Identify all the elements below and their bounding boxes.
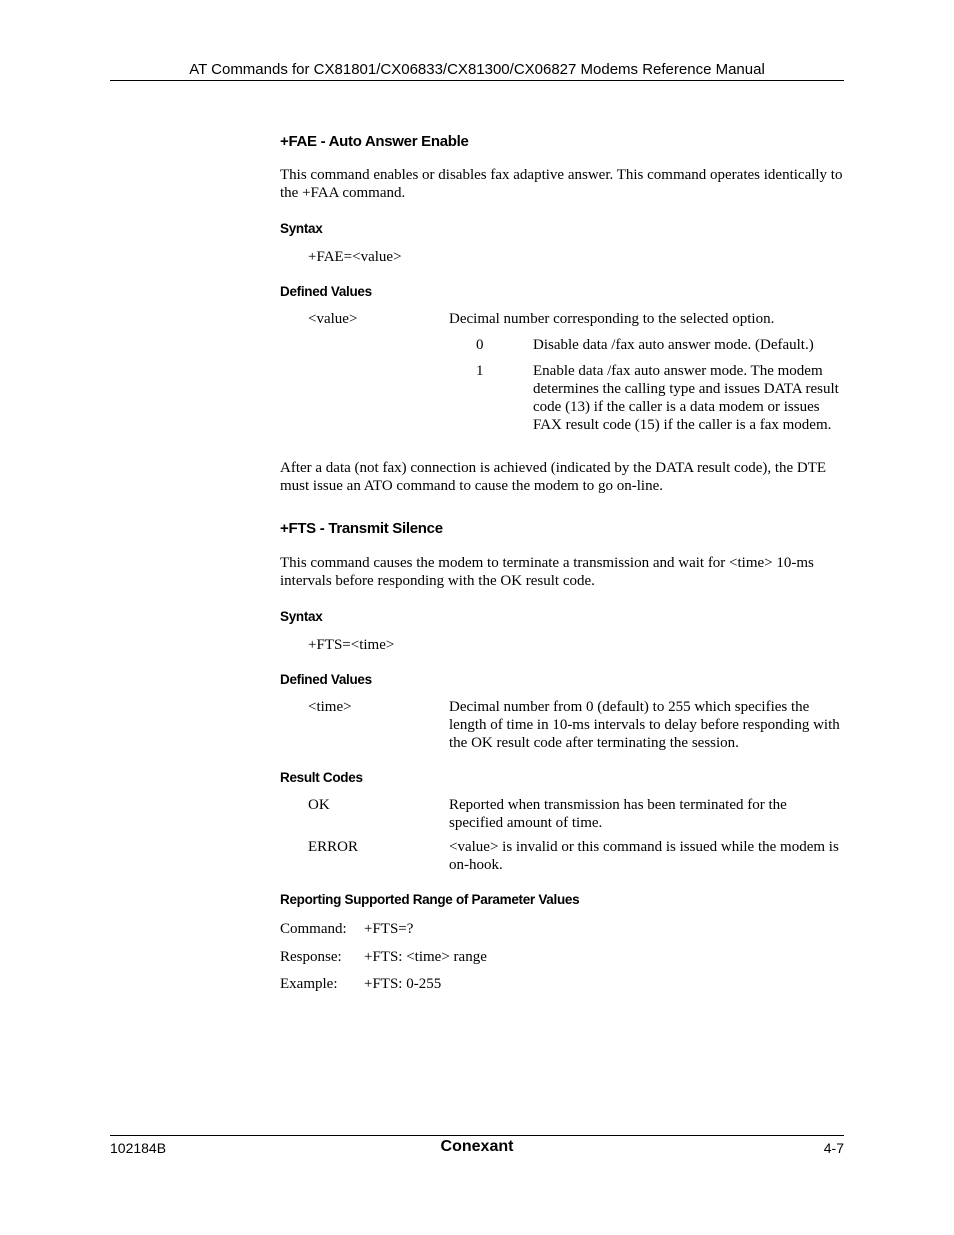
footer-page-number: 4-7 — [823, 1140, 844, 1156]
fts-intro: This command causes the modem to terminate a transmission and wait for <time> 10-ms intervals before responding with the OK result code. — [280, 555, 814, 589]
fae-option-number: 0 — [476, 337, 484, 353]
range-value: +FTS: <time> range — [364, 949, 487, 965]
result-code: ERROR — [308, 839, 359, 855]
fae-param-name: <value> — [308, 311, 358, 327]
running-header: AT Commands for CX81801/CX06833/CX81300/CX06827 Modems Reference Manual — [189, 61, 765, 78]
range-value: +FTS: 0-255 — [364, 976, 442, 992]
result-code-description: <value> is invalid or this command is issued while the modem is on-hook. — [449, 839, 839, 873]
result-code: OK — [308, 797, 330, 813]
fae-defined-values-heading: Defined Values — [280, 284, 372, 299]
fts-defined-values-heading: Defined Values — [280, 672, 372, 687]
range-label: Command: — [280, 921, 347, 937]
fts-syntax: +FTS=<time> — [308, 637, 395, 653]
range-value: +FTS=? — [364, 921, 414, 937]
fae-option-text: Disable data /fax auto answer mode. (Default.) — [533, 337, 814, 353]
fae-option-text: Enable data /fax auto answer mode. The modem determines the calling type and issues DATA result code (13) if the caller is a data modem or issues FAX result code (15) if the caller is a fax modem. — [533, 363, 839, 433]
fae-note: After a data (not fax) connection is achieved (indicated by the DATA result code), the DTE must issue an ATO command to cause the modem to go on-line. — [280, 460, 827, 494]
fts-syntax-heading: Syntax — [280, 609, 323, 624]
fae-syntax-heading: Syntax — [280, 221, 323, 236]
fts-param-description: Decimal number from 0 (default) to 255 which specifies the length of time in 10-ms intervals to delay before responding with the OK result code after terminating the session. — [449, 699, 840, 751]
fae-param-description: Decimal number corresponding to the selected option. — [449, 311, 775, 327]
fts-param-name: <time> — [308, 699, 352, 715]
fae-section-title: +FAE - Auto Answer Enable — [280, 133, 469, 150]
range-label: Response: — [280, 949, 342, 965]
fts-section-title: +FTS - Transmit Silence — [280, 520, 443, 537]
range-label: Example: — [280, 976, 338, 992]
fts-result-codes-heading: Result Codes — [280, 770, 363, 785]
header-rule — [110, 80, 844, 81]
footer-company: Conexant — [440, 1138, 514, 1155]
fae-option-number: 1 — [476, 363, 484, 379]
footer-rule — [110, 1135, 844, 1136]
result-code-description: Reported when transmission has been terminated for the specified amount of time. — [449, 797, 787, 831]
fae-syntax: +FAE=<value> — [308, 249, 402, 265]
fts-range-heading: Reporting Supported Range of Parameter Values — [280, 892, 580, 907]
fae-intro: This command enables or disables fax adaptive answer. This command operates identically to the +FAA command. — [280, 167, 843, 201]
footer-doc-number: 102184B — [110, 1140, 167, 1156]
